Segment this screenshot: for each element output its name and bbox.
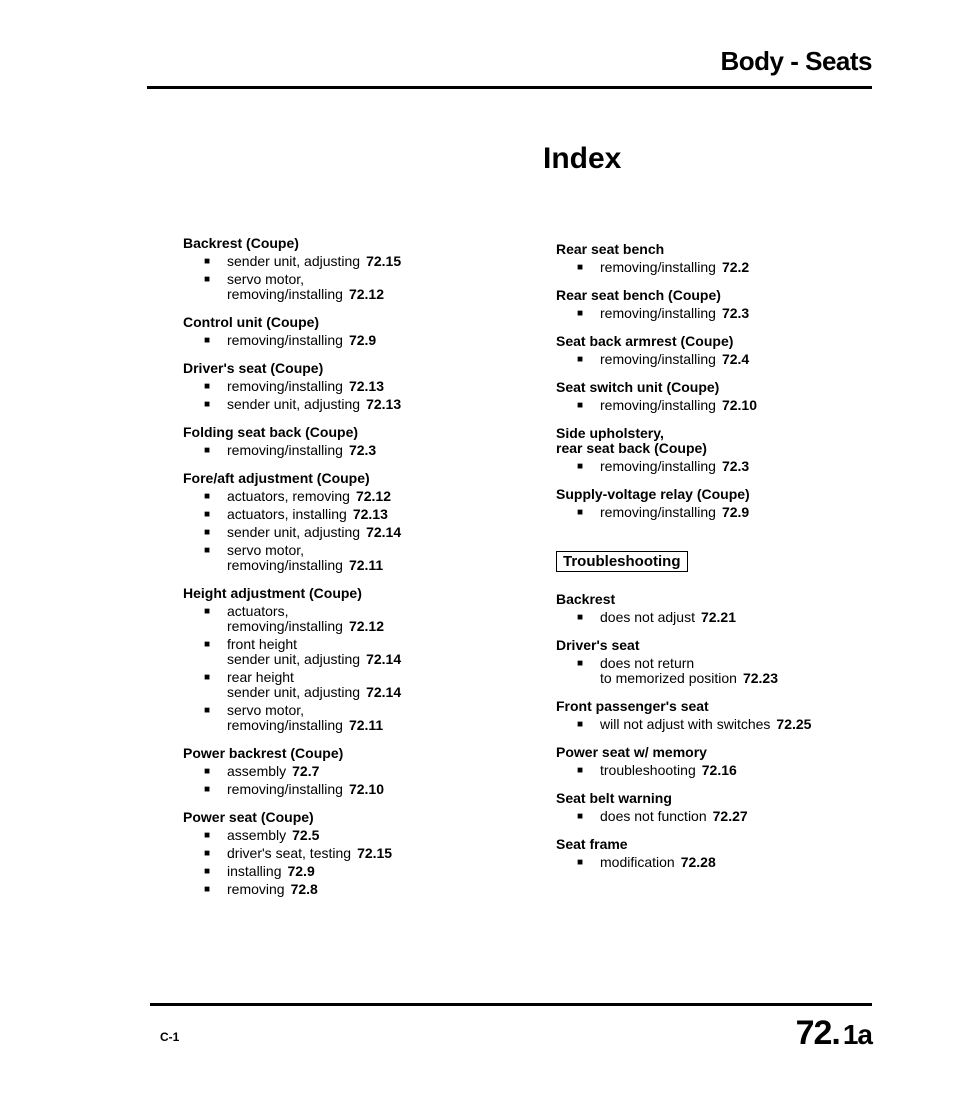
bullet-icon: ■ [577, 857, 584, 868]
index-subentry [577, 505, 896, 520]
bullet-icon: ■ [204, 672, 211, 683]
index-subentry [577, 306, 896, 321]
bullet-icon: ■ [204, 399, 211, 410]
bullet-icon: ■ [204, 381, 211, 392]
bullet-icon: ■ [204, 527, 211, 538]
index-subentry-text [227, 846, 392, 861]
header-rule [147, 86, 872, 89]
bullet-icon: ■ [577, 461, 584, 472]
subentry-label: will not adjust with switches [600, 716, 771, 732]
page-reference: 72.8 [290, 881, 318, 897]
index-subentry [577, 459, 896, 474]
index-entry-title: Seat switch unit (Coupe) [556, 379, 720, 395]
index-subentry-text [600, 855, 716, 870]
index-subentry-text [600, 717, 811, 732]
index-subentry [577, 809, 896, 824]
index-entry-title: Side upholstery, rear seat back (Coupe) [556, 425, 707, 456]
subentry-label: removing [227, 881, 285, 897]
bullet-icon: ■ [577, 811, 584, 822]
index-subentry [204, 443, 513, 458]
index-subentry-text [227, 670, 401, 700]
index-subentry-text [227, 764, 319, 779]
index-subentry-text [227, 828, 319, 843]
index-subentry [204, 846, 513, 861]
index-subentry [204, 604, 513, 634]
bullet-icon: ■ [577, 719, 584, 730]
page-number-suffix: 1a [842, 1019, 872, 1050]
bullet-icon: ■ [204, 606, 211, 617]
index-subentry-text [227, 637, 401, 667]
index-entry [183, 361, 513, 412]
index-subentry-text [600, 656, 778, 686]
subentry-label: servo motor, removing/installing [227, 271, 343, 302]
index-subentry-text [600, 459, 749, 474]
index-entry-title: Rear seat bench (Coupe) [556, 287, 721, 303]
index-subentry [577, 656, 896, 686]
subentry-label: rear height sender unit, adjusting [227, 669, 361, 700]
bullet-icon: ■ [204, 848, 211, 859]
index-entry [556, 334, 896, 367]
index-subentry-text [227, 782, 384, 797]
index-subentry-text [227, 604, 384, 634]
index-entry [556, 638, 896, 686]
index-entry [183, 315, 513, 348]
page-reference: 72.3 [721, 458, 750, 474]
bullet-icon: ■ [577, 658, 584, 669]
index-entry [556, 426, 896, 474]
index-right-column [556, 242, 896, 883]
index-entry-title: Backrest [556, 591, 616, 607]
index-subentry [204, 272, 513, 302]
subentry-label: does not function [600, 808, 707, 824]
index-subentry [204, 379, 513, 394]
subentry-label: assembly [227, 763, 287, 779]
page-reference: 72.16 [701, 762, 737, 778]
page-reference: 72.11 [348, 717, 384, 733]
index-subentry [577, 855, 896, 870]
index-left-column [183, 236, 513, 910]
index-subentry-text [227, 525, 401, 540]
index-subentry-text [600, 809, 748, 824]
subentry-label: does not adjust [600, 609, 695, 625]
page-reference: 72.7 [292, 763, 320, 779]
subentry-label: installing [227, 863, 282, 879]
index-entry [183, 810, 513, 897]
bullet-icon: ■ [204, 866, 211, 877]
index-subentry-text [600, 505, 749, 520]
page-reference: 72.11 [348, 557, 384, 573]
footer-code: C-1 [160, 1030, 180, 1044]
bullet-icon: ■ [204, 766, 211, 777]
index-subentry [204, 828, 513, 843]
subentry-label: actuators, installing [227, 506, 347, 522]
page-reference: 72.3 [721, 305, 750, 321]
index-entry-title: Driver's seat [556, 637, 640, 653]
index-subentry [204, 782, 513, 797]
bullet-icon: ■ [577, 262, 584, 273]
page-reference: 72.10 [721, 397, 757, 413]
index-entry [556, 592, 896, 625]
index-entry [556, 791, 896, 824]
index-entry-title: Seat back armrest (Coupe) [556, 333, 734, 349]
page-header-title: Body - Seats [720, 46, 872, 76]
index-subentry-text [600, 352, 749, 367]
page-reference: 72.9 [721, 504, 750, 520]
page-reference: 72.3 [348, 442, 377, 458]
subentry-label: sender unit, adjusting [227, 524, 361, 540]
page-reference: 72.10 [348, 781, 384, 797]
index-subentry [204, 543, 513, 573]
index-subentry-text [600, 398, 757, 413]
bullet-icon: ■ [577, 308, 584, 319]
index-subentry-text [600, 306, 749, 321]
subentry-label: removing/installing [600, 259, 716, 275]
index-subentry [204, 525, 513, 540]
bullet-icon: ■ [204, 274, 211, 285]
bullet-icon: ■ [577, 612, 584, 623]
page-reference: 72.2 [721, 259, 750, 275]
page-reference: 72.14 [366, 524, 402, 540]
subentry-label: removing/installing [600, 397, 716, 413]
page-reference: 72.14 [366, 684, 402, 700]
index-subentry [577, 763, 896, 778]
bullet-icon: ■ [577, 354, 584, 365]
page-reference: 72.15 [357, 845, 393, 861]
subentry-label: removing/installing [227, 332, 343, 348]
bullet-icon: ■ [204, 256, 211, 267]
bullet-icon: ■ [204, 784, 211, 795]
page-reference: 72.13 [366, 396, 402, 412]
bullet-icon: ■ [204, 705, 211, 716]
page-reference: 72.9 [348, 332, 377, 348]
bullet-icon: ■ [204, 335, 211, 346]
index-entry [183, 471, 513, 573]
subentry-label: removing/installing [227, 781, 343, 797]
index-subentry [204, 333, 513, 348]
bullet-icon: ■ [577, 507, 584, 518]
page-number-main: 72. [795, 1014, 840, 1052]
footer-rule [150, 1003, 872, 1006]
index-subentry-text [227, 379, 384, 394]
page-reference: 72.14 [366, 651, 402, 667]
index-subentry-text [227, 703, 383, 733]
index-subentry-text [600, 260, 749, 275]
index-subentry-text [227, 397, 401, 412]
subentry-label: servo motor, removing/installing [227, 702, 343, 733]
index-entry-title: Backrest (Coupe) [183, 235, 299, 251]
index-subentry [204, 882, 513, 897]
index-entry-title: Rear seat bench [556, 241, 665, 257]
bullet-icon: ■ [577, 765, 584, 776]
page-number [796, 1014, 872, 1053]
index-subentry [204, 637, 513, 667]
index-entry-title: Power seat (Coupe) [183, 809, 314, 825]
subentry-label: servo motor, removing/installing [227, 542, 343, 573]
page-reference: 72.12 [348, 286, 384, 302]
page-reference: 72.12 [355, 488, 391, 504]
index-entry [556, 380, 896, 413]
subentry-label: does not return to memorized position [600, 655, 737, 686]
subentry-label: removing/installing [227, 378, 343, 394]
index-entry [183, 746, 513, 797]
subentry-label: removing/installing [600, 458, 716, 474]
index-subentry-text [227, 882, 318, 897]
subentry-label: removing/installing [600, 305, 716, 321]
bullet-icon: ■ [204, 491, 211, 502]
index-subentry [204, 670, 513, 700]
subentry-label: driver's seat, testing [227, 845, 352, 861]
bullet-icon: ■ [204, 884, 211, 895]
index-subentry-text [600, 763, 737, 778]
index-entry-title: Seat belt warning [556, 790, 672, 806]
index-entry [556, 487, 896, 520]
bullet-icon: ■ [204, 830, 211, 841]
index-subentry-text [227, 443, 376, 458]
index-subentry [577, 260, 896, 275]
subentry-label: front height sender unit, adjusting [227, 636, 361, 667]
bullet-icon: ■ [204, 509, 211, 520]
index-entry-title: Height adjustment (Coupe) [183, 585, 362, 601]
index-subentry [204, 489, 513, 504]
index-entry-title: Driver's seat (Coupe) [183, 360, 324, 376]
index-subentry [577, 610, 896, 625]
subentry-label: removing/installing [600, 351, 716, 367]
page-reference: 72.21 [700, 609, 737, 625]
page-reference: 72.25 [776, 716, 812, 732]
index-entry-title: Front passenger's seat [556, 698, 709, 714]
subentry-label: actuators, removing [227, 488, 350, 504]
index-entry [183, 236, 513, 302]
page-reference: 72.27 [712, 808, 748, 824]
index-subentry-text [227, 543, 383, 573]
index-entry-title: Seat frame [556, 836, 628, 852]
page-reference: 72.5 [292, 827, 320, 843]
index-subentry [204, 507, 513, 522]
index-subentry [204, 864, 513, 879]
index-entry [556, 699, 896, 732]
index-entry [556, 745, 896, 778]
subentry-label: actuators, removing/installing [227, 603, 343, 634]
index-subentry-text [227, 507, 388, 522]
index-subentry-text [227, 489, 391, 504]
page-reference: 72.9 [287, 863, 315, 879]
index-entry [556, 837, 896, 870]
page-reference: 72.4 [721, 351, 750, 367]
index-entry-title: Power backrest (Coupe) [183, 745, 344, 761]
index-subentry-text [227, 864, 315, 879]
subentry-label: removing/installing [600, 504, 716, 520]
index-subentry-text [227, 254, 401, 269]
index-entry-title: Supply-voltage relay (Coupe) [556, 486, 750, 502]
index-entry [556, 242, 896, 275]
index-subentry [204, 254, 513, 269]
index-title: Index [543, 142, 622, 175]
page-reference: 72.12 [348, 618, 384, 634]
subentry-label: assembly [227, 827, 287, 843]
index-subentry-text [227, 272, 384, 302]
troubleshooting-heading-box: Troubleshooting [556, 551, 688, 572]
page-reference: 72.13 [352, 506, 388, 522]
index-subentry [577, 398, 896, 413]
index-subentry-text [600, 610, 736, 625]
page-reference: 72.13 [348, 378, 384, 394]
index-entry-title: Fore/aft adjustment (Coupe) [183, 470, 370, 486]
index-subentry [577, 352, 896, 367]
subentry-label: removing/installing [227, 442, 343, 458]
index-subentry [204, 764, 513, 779]
bullet-icon: ■ [204, 445, 211, 456]
page-reference: 72.15 [366, 253, 402, 269]
subentry-label: modification [600, 854, 675, 870]
bullet-icon: ■ [204, 639, 211, 650]
index-subentry [204, 397, 513, 412]
index-entry-title: Power seat w/ memory [556, 744, 707, 760]
index-entry [183, 425, 513, 458]
index-subentry [204, 703, 513, 733]
subentry-label: sender unit, adjusting [227, 396, 361, 412]
bullet-icon: ■ [204, 545, 211, 556]
index-entry-title: Control unit (Coupe) [183, 314, 320, 330]
index-entry-title: Folding seat back (Coupe) [183, 424, 359, 440]
index-entry [556, 288, 896, 321]
page-reference: 72.28 [680, 854, 716, 870]
subentry-label: troubleshooting [600, 762, 696, 778]
index-subentry-text [227, 333, 376, 348]
index-subentry [577, 717, 896, 732]
bullet-icon: ■ [577, 400, 584, 411]
subentry-label: sender unit, adjusting [227, 253, 361, 269]
page-reference: 72.23 [742, 670, 778, 686]
index-entry [183, 586, 513, 733]
